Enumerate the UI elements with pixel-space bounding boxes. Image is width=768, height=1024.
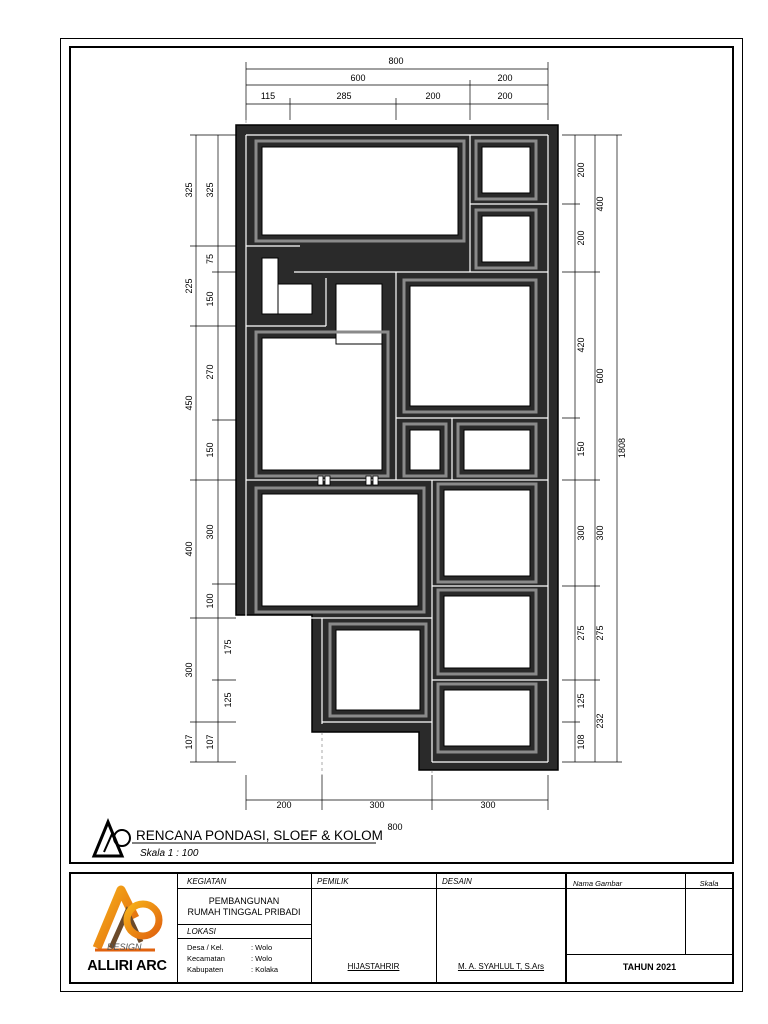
logo-name: ALLIRI ARC [87,958,167,974]
room-4 [262,258,278,314]
dim-right-inner: 200 [576,230,586,246]
dim-bottom-overall: 800 [387,822,403,832]
title-logo-icon [94,822,130,856]
dim-left-outer: 225 [184,278,194,294]
lokasi-label: LOKASI [187,927,216,936]
dim-right-inner: 125 [576,693,586,709]
desain-value: M. A. SYAHLUL T, S.Ars [457,962,545,971]
room-3 [482,216,530,262]
dim-left-inner: 175 [223,639,233,655]
room-2 [482,147,530,193]
skala-label: Skala [699,879,719,888]
dim-left-inner: 325 [205,182,215,198]
dim-right-mid: 275 [595,625,605,641]
dim-bottom-part: 300 [369,800,385,810]
dim-right-outer: 1808 [617,437,627,459]
dim-left-inner: 75 [205,253,215,265]
room-6b [336,284,382,344]
pemilik-label: PEMILIK [317,877,349,886]
dim-right-mid: 300 [595,525,605,541]
dim-right-mid: 600 [595,368,605,384]
dim-left-outer: 107 [184,734,194,750]
dim-top-mid-left: 600 [350,73,366,83]
dim-top-part: 200 [497,91,513,101]
dim-bottom-part: 200 [276,800,292,810]
kabupaten-value: : Kolaka [251,965,279,974]
dim-right-inner: 300 [576,525,586,541]
desain-label: DESAIN [442,877,472,886]
room-9 [464,430,530,470]
pemilik-value: HIJASTAHRIR [347,962,400,971]
dim-top-part: 200 [425,91,441,101]
dim-top-mid-right: 200 [497,73,513,83]
dim-top-overall: 800 [388,56,404,66]
dim-right-inner: 420 [576,337,586,353]
kabupaten-label: Kabupaten [187,965,224,974]
kegiatan-line1: PEMBANGUNAN [208,896,280,906]
logo-small-text: DESIGN [107,942,142,952]
dim-left-inner: 150 [205,291,215,307]
dim-right-inner: 275 [576,625,586,641]
dim-right-inner: 108 [576,734,586,750]
dim-left-outer: 300 [184,662,194,678]
dim-left-outer: 400 [184,541,194,557]
dim-left-inner: 125 [223,692,233,708]
drawing-title: RENCANA PONDASI, SLOEF & KOLOM [136,828,383,843]
room-6 [262,338,382,470]
dim-right-inner: 150 [576,441,586,457]
room-8 [410,430,440,470]
kecamatan-label: Kecamatan [187,954,225,963]
desa-label: Desa / Kel. [187,943,224,952]
room-5 [278,284,312,314]
dim-left-inner: 300 [205,524,215,540]
kegiatan-label: KEGIATAN [187,877,227,886]
dim-left-inner: 107 [205,734,215,750]
room-7 [410,286,530,406]
dim-left-outer: 450 [184,395,194,411]
dim-right-mid: 400 [595,196,605,212]
room-1 [262,147,458,235]
nama-gambar-label: Nama Gambar [573,879,623,888]
company-logo [77,882,173,980]
dim-bottom-part: 300 [480,800,496,810]
dim-left-inner: 270 [205,364,215,380]
room-14 [444,690,530,746]
kecamatan-value: : Wolo [251,954,273,963]
desa-value: : Wolo [251,943,273,952]
dim-right-inner: 200 [576,162,586,178]
tahun-label: TAHUN 2021 [622,962,677,972]
room-12 [444,596,530,668]
dim-left-inner: 100 [205,593,215,609]
dim-left-inner: 150 [205,442,215,458]
room-10 [262,494,418,606]
dim-left-outer: 325 [184,182,194,198]
drawing-scale: Skala 1 : 100 [140,848,199,859]
dim-right-mid: 232 [595,713,605,729]
dim-top-part: 115 [260,91,276,101]
kegiatan-line2: RUMAH TINGGAL PRIBADI [187,907,301,917]
room-11 [444,490,530,576]
room-13 [336,630,420,710]
dim-top-part: 285 [336,91,352,101]
